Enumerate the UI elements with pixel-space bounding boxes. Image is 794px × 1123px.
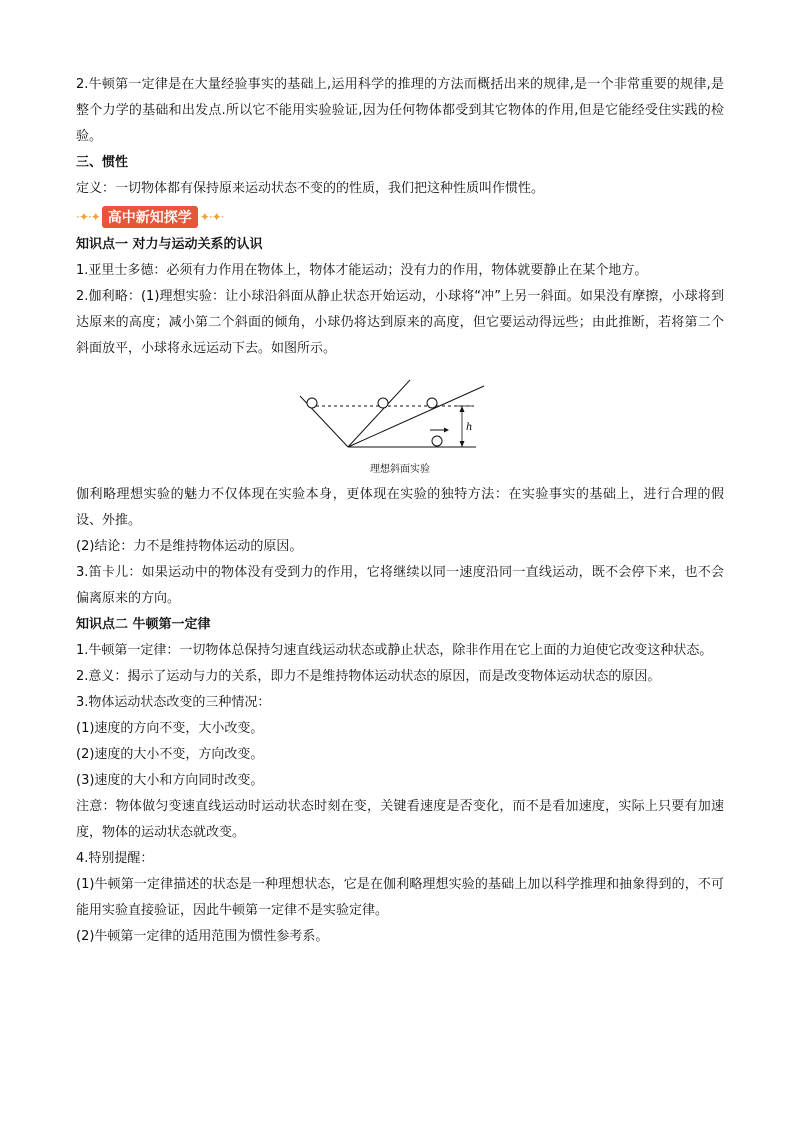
ball-start [307, 398, 317, 408]
document-page [76, 72, 724, 950]
paragraph-inertia-definition: 定义：一切物体都有保持原来运动状态不变的的性质，我们把这种性质叫作惯性。 [76, 181, 545, 196]
list-item: 4.特别提醒： [76, 851, 154, 866]
paragraph-galileo: 2.伽利略：(1)理想实验：让小球沿斜面从静止状态开始运动，小球将“冲”上另一斜面。如果没有摩擦，小球将到达原来的高度；减小第二个斜面的倾角，小球仍将达到原来的高度，但它要运动得远些；由此推断，若将第二个斜面放平，小球将永远运动下去。如图所示。 [76, 289, 724, 356]
list-item: 2.意义：揭示了运动与力的关系，即力不是维持物体运动状态的原因，而是改变物体运动状态的原因。 [76, 669, 661, 684]
paragraph-aristotle: 1.亚里士多德：必须有力作用在物体上，物体才能运动；没有力的作用，物体就要静止在某个地方。 [76, 263, 648, 278]
list-item: 3.物体运动状态改变的三种情况： [76, 695, 271, 710]
paragraph-descartes: 3.笛卡儿：如果运动中的物体没有受到力的作用，它将继续以同一速度沿同一直线运动，既不会停下来，也不会偏离原来的方向。 [76, 565, 724, 606]
list-item: (2)速度的大小不变，方向改变。 [76, 747, 264, 762]
section-banner [76, 202, 724, 232]
paragraph-conclusion: (2)结论：力不是维持物体运动的原因。 [76, 539, 303, 554]
paragraph-galileo-method: 伽利略理想实验的魅力不仅体现在实验本身，更体现在实验的独特方法：在实验事实的基础上，进行合理的假设、外推。 [76, 487, 724, 528]
ball-steep [378, 398, 388, 408]
list-item: (3)速度的大小和方向同时改变。 [76, 773, 264, 788]
figure-caption: 理想斜面实验 [370, 464, 430, 475]
section2-heading: 知识点二 牛顿第一定律 [76, 617, 211, 632]
ball-medium [427, 398, 437, 408]
sparkle-right-icon: ✦·✦· [199, 210, 224, 224]
list-item: 注意：物体做匀变速直线运动时运动状态时刻在变，关键看速度是否变化，而不是看加速度，实际上只要有加速度，物体的运动状态就改变。 [76, 799, 724, 840]
sparkle-left-icon: ·✦·✦ [76, 210, 100, 224]
section1-heading: 知识点一 对力与运动关系的认识 [76, 237, 263, 252]
list-item: (1)速度的方向不变，大小改变。 [76, 721, 264, 736]
list-item: (1)牛顿第一定律描述的状态是一种理想状态，它是在伽利略理想实验的基础上加以科学推理和抽象得到的，不可能用实验直接验证，因此牛顿第一定律不是实验定律。 [76, 877, 724, 918]
list-item: 1.牛顿第一定律：一切物体总保持匀速直线运动状态或静止状态，除非作用在它上面的力迫使它改变这种状态。 [76, 643, 713, 658]
banner-title: 高中新知探学 [102, 206, 198, 228]
height-label: h [466, 422, 473, 433]
paragraph-newton-law-note: 2.牛顿第一定律是在大量经验事实的基础上,运用科学的推理的方法而概括出来的规律,是一个非常重要的规律,是整个力学的基础和出发点.所以它不能用实验验证,因为任何物体都受到其它物体的作用,但是它能经受住实践的检验。 [76, 77, 724, 144]
list-item: (2)牛顿第一定律的适用范围为惯性参考系。 [76, 929, 329, 944]
ball-flat [432, 436, 442, 446]
heading-inertia: 三、惯性 [76, 155, 129, 170]
ideal-incline-figure [76, 362, 724, 482]
